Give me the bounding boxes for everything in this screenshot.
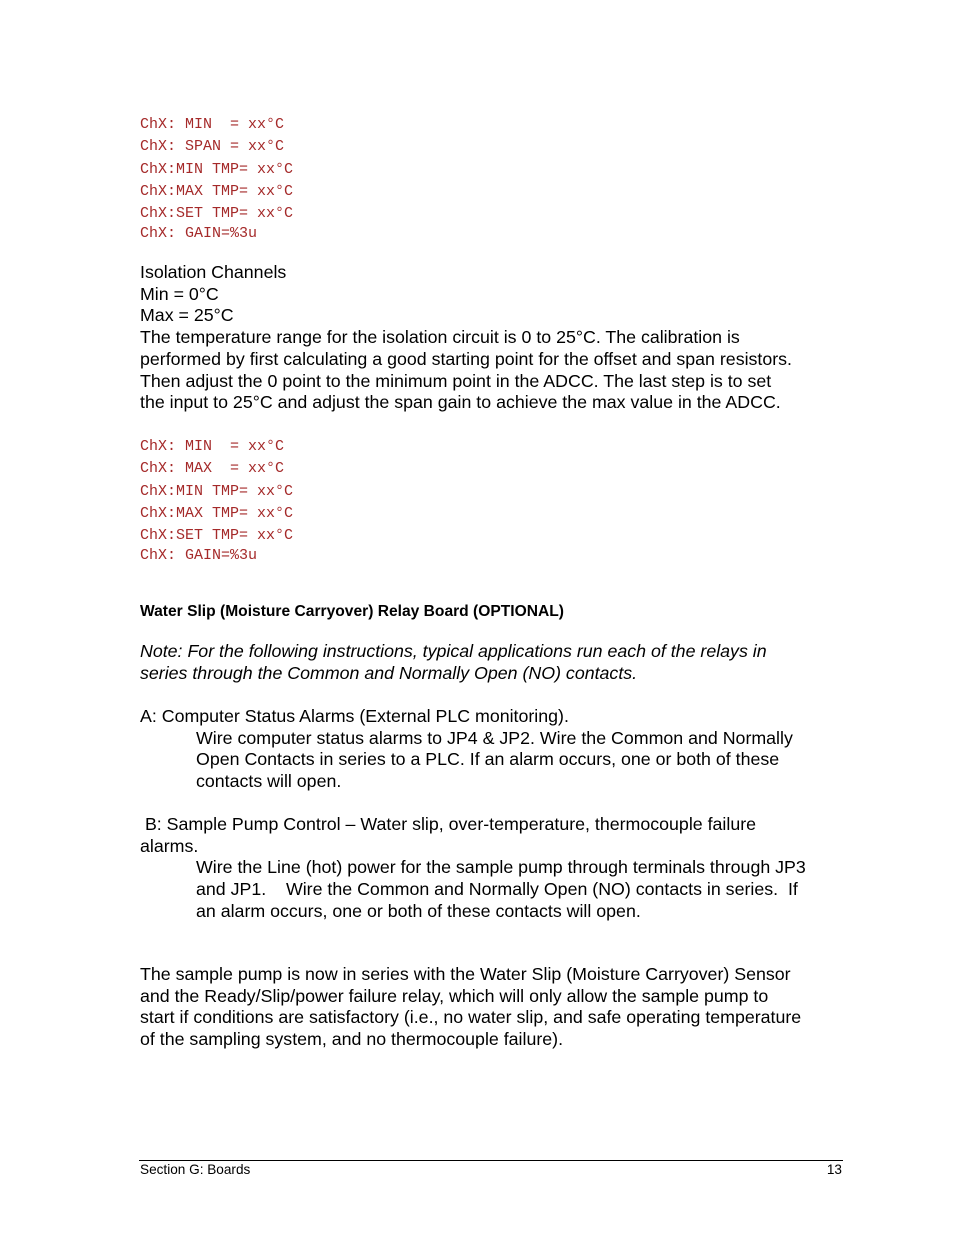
code-line: ChX: GAIN=%3u [140, 225, 258, 243]
summary-paragraph [140, 964, 840, 1051]
isolation-paragraph-line: Then adjust the 0 point to the minimum point in the ADCC. The last step is to set [140, 370, 772, 391]
item-a [140, 706, 840, 793]
item-b-body-line: and JP1. Wire the Common and Normally Open (NO) contacts in series. If [196, 879, 798, 900]
note-line: series through the Common and Normally Open (NO) contacts. [140, 662, 638, 683]
code-line: ChX: MAX = xx°C [140, 460, 285, 478]
item-b-title-line: alarms. [140, 835, 199, 856]
item-a-body-line: contacts will open. [196, 771, 342, 792]
footer-section-label: Section G: Boards [140, 1162, 251, 1177]
isolation-section [140, 262, 840, 414]
code-line: ChX:MAX TMP= xx°C [140, 504, 294, 522]
code-line: ChX:MAX TMP= xx°C [140, 182, 294, 200]
note-line: Note: For the following instructions, typical applications run each of the relays in [140, 641, 767, 661]
code-line: ChX:SET TMP= xx°C [140, 527, 294, 545]
summary-line: The sample pump is now in series with the Water Slip (Moisture Carryover) Sensor [140, 964, 791, 984]
item-a-body-line: Open Contacts in series to a PLC. If an alarm occurs, one or both of these [196, 749, 780, 770]
code-line: ChX: MIN = xx°C [140, 438, 285, 455]
code-line: ChX:SET TMP= xx°C [140, 205, 294, 223]
footer-divider [139, 1160, 843, 1161]
isolation-title: Isolation Channels [140, 262, 287, 282]
isolation-paragraph-line: The temperature range for the isolation circuit is 0 to 25°C. The calibration is [140, 327, 740, 348]
code-line: ChX:MIN TMP= xx°C [140, 160, 294, 178]
isolation-paragraph-line: performed by first calculating a good starting point for the offset and span resistors. [140, 348, 793, 369]
code-line: ChX: MIN = xx°C [140, 116, 285, 133]
isolation-max: Max = 25°C [140, 305, 234, 326]
footer-page-number: 13 [826, 1162, 842, 1177]
item-b-title-line: B: Sample Pump Control – Water slip, over-temperature, thermocouple failure [140, 814, 757, 834]
code-line: ChX:MIN TMP= xx°C [140, 482, 294, 500]
code-block-1 [140, 114, 293, 243]
code-line: ChX: GAIN=%3u [140, 547, 258, 565]
item-b-body-line: an alarm occurs, one or both of these contacts will open. [196, 900, 641, 921]
summary-line: of the sampling system, and no thermocouple failure). [140, 1029, 564, 1050]
item-a-body-line: Wire computer status alarms to JP4 & JP2. Wire the Common and Normally [196, 727, 793, 748]
note-paragraph [140, 641, 840, 684]
code-block-2 [140, 436, 293, 565]
item-a-title: A: Computer Status Alarms (External PLC monitoring). [140, 706, 569, 726]
section-heading: Water Slip (Moisture Carryover) Relay Board (OPTIONAL) [140, 603, 564, 620]
summary-line: start if conditions are satisfactory (i.e., no water slip, and safe operating temperature [140, 1007, 802, 1028]
item-b-body-line: Wire the Line (hot) power for the sample pump through terminals through JP3 [196, 857, 806, 878]
code-line: ChX: SPAN = xx°C [140, 138, 285, 156]
item-b [140, 814, 840, 923]
isolation-min: Min = 0°C [140, 283, 219, 304]
summary-line: and the Ready/Slip/power failure relay, which will only allow the sample pump to [140, 985, 769, 1006]
isolation-paragraph-line: the input to 25°C and adjust the span gain to achieve the max value in the ADCC. [140, 392, 781, 413]
